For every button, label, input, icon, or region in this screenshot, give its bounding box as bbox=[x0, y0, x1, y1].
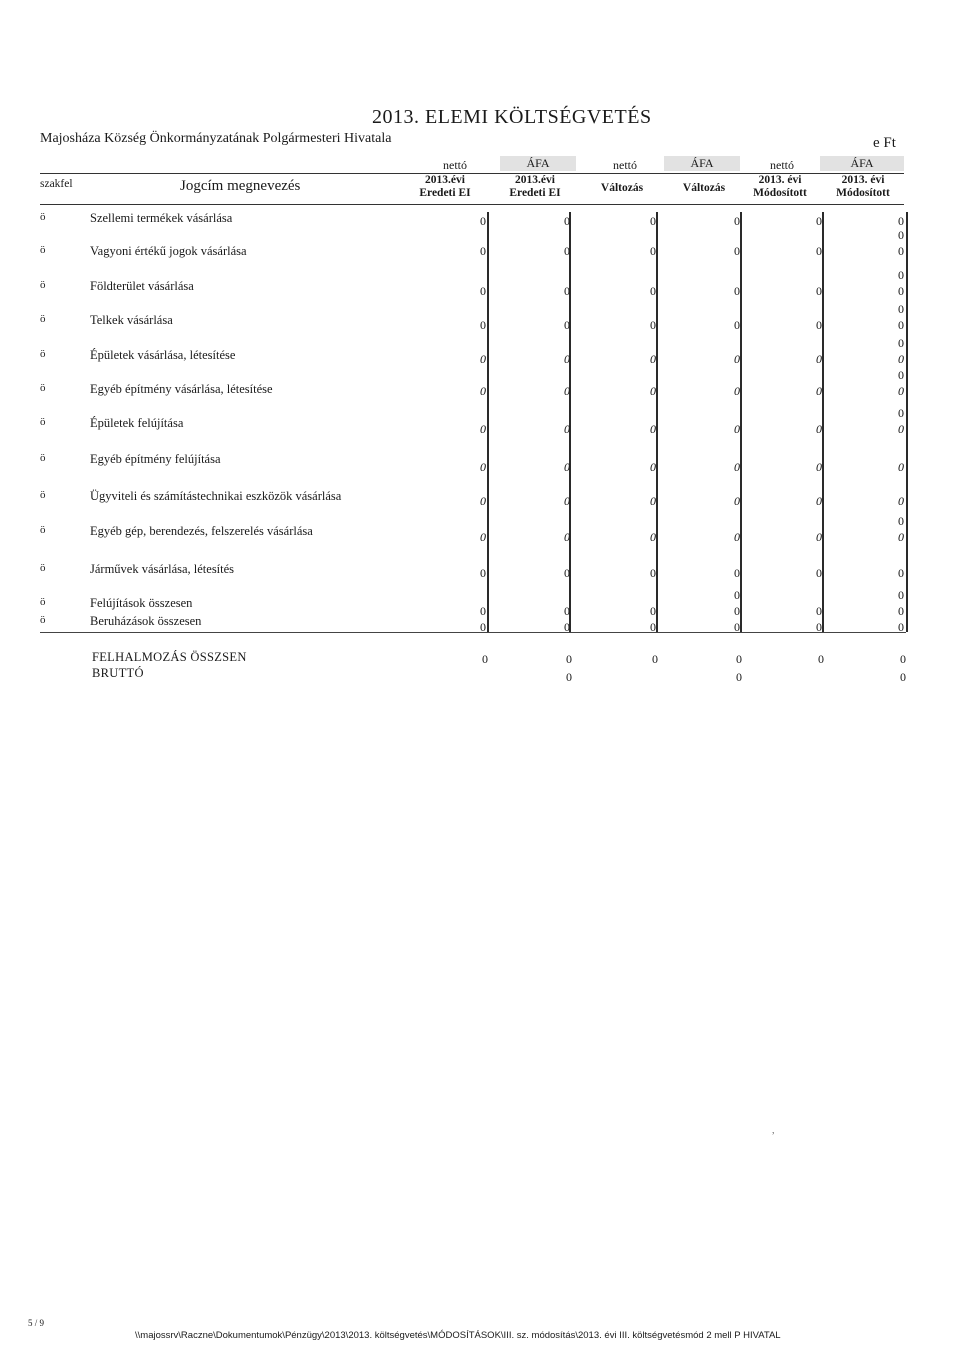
column-divider bbox=[822, 212, 824, 632]
column-divider bbox=[487, 212, 489, 632]
cell-value: 0 bbox=[650, 620, 656, 634]
header-label: Jogcím megnevezés bbox=[180, 178, 301, 194]
cell-value: 0 bbox=[564, 284, 570, 298]
cell-value: 0 bbox=[816, 604, 822, 618]
cell-value: 0 bbox=[564, 566, 570, 580]
row-code: ö bbox=[40, 348, 46, 360]
cell-value: 0 bbox=[816, 244, 822, 258]
cell-value: 0 bbox=[898, 244, 904, 258]
cell-value: 0 bbox=[480, 460, 486, 474]
cell-value: 0 bbox=[816, 384, 822, 398]
row-label: Egyéb építmény vásárlása, létesítése bbox=[90, 382, 273, 396]
cell-value: 0 bbox=[898, 620, 904, 634]
cell-value: 0 bbox=[816, 494, 822, 508]
cell-value: 0 bbox=[734, 604, 740, 618]
row-label: Épületek felújítása bbox=[90, 416, 184, 430]
cell-value: 0 bbox=[816, 352, 822, 366]
row-code: ö bbox=[40, 416, 46, 428]
row-code: ö bbox=[40, 524, 46, 536]
cell-value: 0 bbox=[650, 384, 656, 398]
row-label: Egyéb gép, berendezés, felszerelés vásárlása bbox=[90, 524, 313, 538]
row-label: Szellemi termékek vásárlása bbox=[90, 211, 233, 225]
cell-value: 0 bbox=[480, 494, 486, 508]
cell-value: 0 bbox=[564, 494, 570, 508]
cell-value: 0 bbox=[898, 566, 904, 580]
cell-value: 0 bbox=[564, 244, 570, 258]
cell-value: 0 bbox=[734, 422, 740, 436]
cell-value: 0 bbox=[650, 566, 656, 580]
cell-value: 0 bbox=[898, 214, 904, 228]
row-code: ö bbox=[40, 279, 46, 291]
row-code: ö bbox=[40, 489, 46, 501]
group-header-afa-1: ÁFA bbox=[500, 156, 576, 171]
cell-value: 0 bbox=[898, 494, 904, 508]
organization-name: Majosháza Község Önkormányzatának Polgármesteri Hivatala bbox=[40, 131, 392, 146]
row-label: Ügyviteli és számítástechnikai eszközök vásárlása bbox=[90, 489, 342, 503]
group-header-afa-3: ÁFA bbox=[820, 156, 904, 171]
cell-value: 0 bbox=[480, 422, 486, 436]
cell-value: 0 bbox=[816, 460, 822, 474]
cell-value: 0 bbox=[816, 620, 822, 634]
row-label: Járművek vásárlása, létesítés bbox=[90, 562, 235, 576]
header-code: szakfel bbox=[40, 178, 73, 190]
cell-value: 0 bbox=[816, 284, 822, 298]
header-bottom-rule bbox=[40, 204, 904, 205]
cell-value: 0 bbox=[650, 530, 656, 544]
page-number: 5 / 9 bbox=[28, 1318, 45, 1328]
summary-label: FELHALMOZÁS ÖSSZSEN bbox=[92, 650, 247, 664]
cell-value: 0 bbox=[480, 318, 486, 332]
group-header-netto-1: nettó bbox=[443, 158, 467, 172]
cell-value: 0 bbox=[480, 604, 486, 618]
brutto-value: 0 bbox=[736, 670, 742, 684]
cell-value: 0 bbox=[650, 604, 656, 618]
cell-value: 0 bbox=[734, 214, 740, 228]
cell-value: 0 bbox=[650, 494, 656, 508]
header-col-5: 2013. évi Módosított bbox=[753, 174, 807, 199]
summary-value: 0 bbox=[482, 652, 488, 666]
cell-value-extra: 0 bbox=[898, 588, 904, 602]
row-label: Egyéb építmény felújítása bbox=[90, 452, 221, 466]
header-col-4: Változás bbox=[682, 182, 726, 194]
cell-value: 0 bbox=[480, 284, 486, 298]
group-header-netto-2: nettó bbox=[613, 158, 637, 172]
cell-value: 0 bbox=[564, 460, 570, 474]
row-label: Vagyoni értékű jogok vásárlása bbox=[90, 244, 247, 258]
cell-value-extra: 0 bbox=[898, 302, 904, 316]
cell-value: 0 bbox=[650, 284, 656, 298]
cell-value: 0 bbox=[650, 318, 656, 332]
cell-value: 0 bbox=[816, 318, 822, 332]
cell-value: 0 bbox=[734, 384, 740, 398]
cell-value: 0 bbox=[480, 620, 486, 634]
column-divider bbox=[740, 212, 742, 632]
file-path: \\majossrv\Raczne\Dokumentumok\Pénzügy\2013\2013. költségvetés\MÓDOSÍTÁSOK\III. sz. módosítás\2013. évi III. költségvetésmód 2 mell P HIVATAL bbox=[135, 1330, 781, 1341]
cell-value: 0 bbox=[480, 244, 486, 258]
cell-value: 0 bbox=[734, 318, 740, 332]
cell-value-extra: 0 bbox=[898, 368, 904, 382]
cell-value: 0 bbox=[734, 244, 740, 258]
cell-value: 0 bbox=[816, 214, 822, 228]
cell-value: 0 bbox=[564, 604, 570, 618]
row-code: ö bbox=[40, 562, 46, 574]
cell-value: 0 bbox=[650, 422, 656, 436]
cell-value-extra: 0 bbox=[898, 228, 904, 242]
cell-value: 0 bbox=[564, 620, 570, 634]
row-code: ö bbox=[40, 211, 46, 223]
cell-value-extra: 0 bbox=[898, 406, 904, 420]
cell-value-extra: 0 bbox=[734, 588, 740, 602]
cell-value: 0 bbox=[480, 566, 486, 580]
cell-value: 0 bbox=[734, 530, 740, 544]
column-divider bbox=[656, 212, 658, 632]
cell-value: 0 bbox=[898, 284, 904, 298]
cell-value: 0 bbox=[650, 460, 656, 474]
cell-value: 0 bbox=[734, 352, 740, 366]
summary-value: 0 bbox=[736, 652, 742, 666]
cell-value: 0 bbox=[898, 604, 904, 618]
cell-value: 0 bbox=[564, 214, 570, 228]
summary-value: 0 bbox=[818, 652, 824, 666]
cell-value: 0 bbox=[480, 384, 486, 398]
cell-value: 0 bbox=[480, 530, 486, 544]
cell-value: 0 bbox=[480, 352, 486, 366]
cell-value: 0 bbox=[898, 384, 904, 398]
row-code: ö bbox=[40, 614, 46, 626]
cell-value: 0 bbox=[564, 530, 570, 544]
cell-value: 0 bbox=[650, 352, 656, 366]
cell-value: 0 bbox=[898, 318, 904, 332]
cell-value: 0 bbox=[734, 284, 740, 298]
row-label: Felújítások összesen bbox=[90, 596, 193, 610]
brutto-value: 0 bbox=[900, 670, 906, 684]
cell-value: 0 bbox=[564, 422, 570, 436]
cell-value: 0 bbox=[734, 620, 740, 634]
cell-value: 0 bbox=[480, 214, 486, 228]
row-label: Épületek vásárlása, létesítése bbox=[90, 348, 236, 362]
brutto-value: 0 bbox=[566, 670, 572, 684]
group-header-netto-3: nettó bbox=[770, 158, 794, 172]
summary-value: 0 bbox=[900, 652, 906, 666]
row-label: Földterület vásárlása bbox=[90, 279, 194, 293]
cell-value: 0 bbox=[650, 214, 656, 228]
header-col-1: 2013.évi Eredeti EI bbox=[419, 174, 471, 199]
row-label: Telkek vásárlása bbox=[90, 313, 173, 327]
unit-label: e Ft bbox=[873, 135, 896, 151]
cell-value-extra: 0 bbox=[898, 336, 904, 350]
cell-value: 0 bbox=[898, 530, 904, 544]
cell-value: 0 bbox=[734, 460, 740, 474]
summary-value: 0 bbox=[652, 652, 658, 666]
cell-value: 0 bbox=[734, 494, 740, 508]
cell-value: 0 bbox=[816, 530, 822, 544]
document-title: 2013. ELEMI KÖLTSÉGVETÉS bbox=[372, 106, 652, 128]
summary-value: 0 bbox=[566, 652, 572, 666]
row-label: Beruházások összesen bbox=[90, 614, 202, 628]
cell-value: 0 bbox=[564, 352, 570, 366]
cell-value-extra: 0 bbox=[898, 514, 904, 528]
cell-value: 0 bbox=[898, 460, 904, 474]
cell-value: 0 bbox=[650, 244, 656, 258]
row-code: ö bbox=[40, 596, 46, 608]
header-col-6: 2013. évi Módosított bbox=[836, 174, 890, 199]
header-col-2: 2013.évi Eredeti EI bbox=[509, 174, 561, 199]
brutto-label: BRUTTÓ bbox=[92, 666, 144, 680]
row-code: ö bbox=[40, 452, 46, 464]
group-header-afa-2: ÁFA bbox=[664, 156, 740, 171]
row-code: ö bbox=[40, 313, 46, 325]
cell-value: 0 bbox=[898, 422, 904, 436]
cell-value: 0 bbox=[816, 566, 822, 580]
cell-value: 0 bbox=[816, 422, 822, 436]
cell-value-extra: 0 bbox=[898, 268, 904, 282]
column-divider bbox=[906, 212, 908, 632]
row-code: ö bbox=[40, 382, 46, 394]
cell-value: 0 bbox=[564, 318, 570, 332]
header-col-3: Változás bbox=[600, 182, 644, 194]
stray-mark: , bbox=[772, 1125, 775, 1136]
cell-value: 0 bbox=[734, 566, 740, 580]
row-code: ö bbox=[40, 244, 46, 256]
cell-value: 0 bbox=[898, 352, 904, 366]
cell-value: 0 bbox=[564, 384, 570, 398]
